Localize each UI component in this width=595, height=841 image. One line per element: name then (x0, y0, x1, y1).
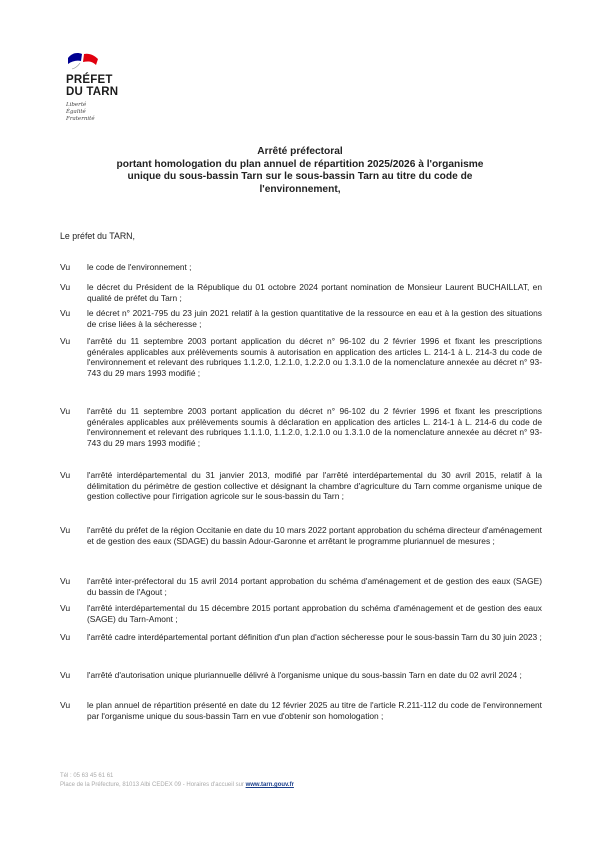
consideration-text: le code de l'environnement ; (87, 262, 192, 272)
consideration-text: l'arrêté du préfet de la région Occitanie en date du 10 mars 2022 portant approbation du schéma directeur d'aménagement et de gestion des eaux (SDAGE) du bassin Adour-Garonne et arrêtant le programme pluriannuel de mesures ; (87, 525, 542, 546)
consideration-text: l'arrêté d'autorisation unique pluriannuelle délivré à l'organisme unique du sous-bassin Tarn en date du 02 avril 2024 ; (87, 670, 522, 680)
consideration-text: le décret n° 2021-795 du 23 juin 2021 relatif à la gestion quantitative de la ressource en eau et à la gestion des situations de crise liées à la sécheresse ; (87, 308, 542, 329)
vu-label: Vu (60, 525, 71, 535)
vu-label: Vu (60, 406, 71, 416)
vu-label: Vu (60, 470, 71, 480)
title-line-1: Arrêté préfectoral (257, 146, 343, 157)
footer-address-line (60, 781, 294, 790)
consideration-text: l'arrêté du 11 septembre 2003 portant application du décret n° 96-102 du 2 février 1996 et fixant les prescriptions générales applicables aux prélèvements soumis à autorisation en application des articles L. 214-1 à L. 214-3 du code de l'environnement et relevant des rubriques 1.1.2.0, 1.2.1.0, 1.2.2.0 ou 1.3.1.0 de la nomenclature annexée au décret n° 93-743 du 29 mars 1993 modifié ; (87, 336, 542, 378)
consideration-text: l'arrêté inter-préfectoral du 15 avril 2014 portant approbation du schéma d'aménagement et de gestion des eaux (SAGE) du bassin de l'Agout ; (87, 576, 542, 597)
footer (60, 772, 294, 790)
vu-label: Vu (60, 308, 71, 318)
vu-label: Vu (60, 603, 71, 613)
motto-fraternite: Fraternité (66, 116, 95, 122)
footer-phone: Tél : 05 63 45 61 61 (60, 773, 114, 779)
consideration-text: l'arrêté cadre interdépartemental portant définition d'un plan d'action sécheresse pour le sous-bassin Tarn du 30 juin 2023 ; (87, 632, 542, 642)
motto-liberte: Liberté (66, 102, 87, 108)
decree-title (60, 146, 540, 196)
footer-address: Place de la Préfecture, 81013 Albi CEDEX 09 - Horaires d'accueil sur (60, 782, 246, 788)
logo-title (66, 74, 126, 98)
vu-label: Vu (60, 336, 71, 346)
consideration-text: l'arrêté interdépartemental du 31 janvier 2013, modifié par l'arrêté interdépartemental du 30 avril 2015, relatif à la délimitation du périmètre de gestion collective et désignant la chambre d'agriculture du Tarn comme organisme unique de gestion collective pour l'irrigation agricole sur le sous-bassin du Tarn ; (87, 470, 542, 502)
vu-label: Vu (60, 632, 71, 642)
consideration-text: l'arrêté interdépartemental du 15 décembre 2015 portant approbation du schéma d'aménagement et de gestion des eaux (SAGE) du Tarn-Amont ; (87, 603, 542, 624)
motto-egalite: Égalité (66, 109, 86, 115)
logo-title-line2: DU TARN (66, 86, 119, 98)
title-line-3: unique du sous-bassin Tarn sur le sous-bassin Tarn au titre du code de (127, 171, 473, 183)
consideration-text: le décret du Président de la République du 01 octobre 2024 portant nomination de Monsieur Laurent BUCHAILLAT, en qualité de préfet du Tarn ; (87, 282, 542, 303)
consideration-text: l'arrêté du 11 septembre 2003 portant application du décret n° 96-102 du 2 février 1996 et fixant les prescriptions générales applicables aux prélèvements soumis à déclaration en application des articles L. 214-1 à L. 214-6 du code de l'environnement et relevant des rubriques 1.1.1.0, 1.1.2.0, 1.2.1.0 ou 1.3.1.0 de la nomenclature annexée au décret n° 93-743 du 29 mars 1993 modifié ; (87, 406, 542, 448)
prefet-logo (66, 48, 126, 123)
vu-label: Vu (60, 576, 71, 586)
intro-text: Le préfet du TARN, (60, 231, 135, 241)
vu-label: Vu (60, 700, 71, 710)
logo-motto (66, 102, 126, 123)
marianne-flag-icon (66, 48, 100, 70)
vu-label: Vu (60, 282, 71, 292)
title-line-2: portant homologation du plan annuel de répartition 2025/2026 à l'organisme (116, 158, 484, 170)
consideration-text: le plan annuel de répartition présenté en date du 12 février 2025 au titre de l'article R.211-112 du code de l'environnement par l'organisme unique du sous-bassin Tarn en vue d'obtenir son homologation ; (87, 700, 542, 721)
vu-label: Vu (60, 670, 71, 680)
title-line-4: l'environnement, (259, 183, 341, 195)
logo-title-line1: PRÉFET (66, 74, 113, 86)
website-link[interactable]: www.tarn.gouv.fr (245, 782, 294, 788)
vu-label: Vu (60, 262, 71, 272)
